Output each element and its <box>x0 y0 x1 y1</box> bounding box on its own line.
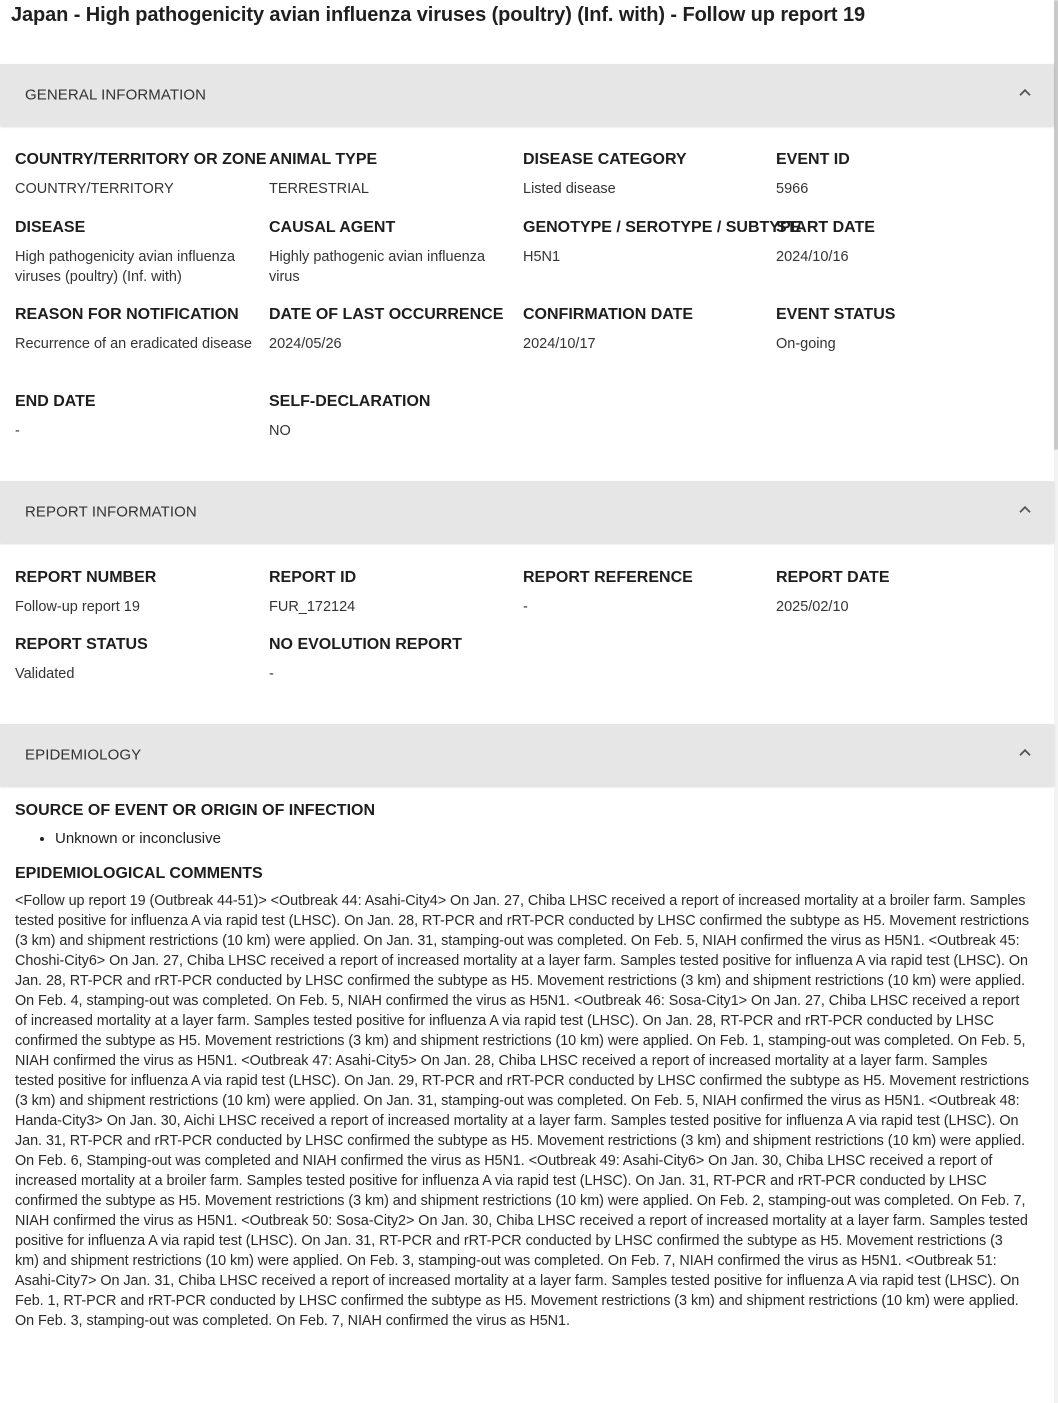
field-value: TERRESTRIAL <box>269 181 369 197</box>
field-confirmation-date <box>523 306 768 354</box>
field-value: Follow-up report 19 <box>15 599 140 615</box>
section-header-epidemiology[interactable] <box>0 724 1054 786</box>
field-value: - <box>523 599 528 615</box>
field-value: Listed disease <box>523 181 616 197</box>
field-country <box>15 151 267 199</box>
list-item: • Unknown or inconclusive <box>55 830 221 847</box>
field-start-date <box>776 219 1021 267</box>
field-value: High pathogenicity avian influenza viruses (poultry) (Inf. with) <box>15 249 236 285</box>
field-label: END DATE <box>15 393 96 410</box>
scrollbar-thumb[interactable] <box>1054 0 1058 450</box>
field-self-declaration <box>269 393 514 441</box>
field-value: - <box>269 666 274 682</box>
field-report-number <box>15 569 260 617</box>
field-value: 2025/02/10 <box>776 599 849 615</box>
field-value: COUNTRY/TERRITORY <box>15 181 174 197</box>
field-label: SELF-DECLARATION <box>269 393 431 410</box>
epidemiological-comments-title: EPIDEMIOLOGICAL COMMENTS <box>15 865 263 882</box>
field-label: DISEASE <box>15 219 86 236</box>
field-label: EVENT ID <box>776 151 850 168</box>
section-title: GENERAL INFORMATION <box>25 86 207 104</box>
field-label: COUNTRY/TERRITORY OR ZONE <box>15 151 267 168</box>
field-no-evolution-report <box>269 636 514 684</box>
chevron-up-icon[interactable] <box>1016 744 1034 762</box>
field-value: 2024/10/17 <box>523 336 596 352</box>
field-value: 2024/10/16 <box>776 249 849 265</box>
field-value: NO <box>269 423 291 439</box>
field-report-id <box>269 569 514 617</box>
field-label: DATE OF LAST OCCURRENCE <box>269 306 504 323</box>
field-report-reference <box>523 569 768 617</box>
chevron-up-icon[interactable] <box>1016 84 1034 102</box>
field-reason-for-notification <box>15 306 260 354</box>
section-title: EPIDEMIOLOGY <box>25 746 142 764</box>
field-value: FUR_172124 <box>269 599 356 615</box>
field-causal-agent <box>269 219 514 287</box>
field-label: DISEASE CATEGORY <box>523 151 687 168</box>
field-label: GENOTYPE / SEROTYPE / SUBTYPE <box>523 219 802 236</box>
field-label: REPORT ID <box>269 569 357 586</box>
field-label: START DATE <box>776 219 875 236</box>
field-label: EVENT STATUS <box>776 306 896 323</box>
field-disease-category <box>523 151 768 199</box>
field-report-date <box>776 569 1021 617</box>
field-animal-type <box>269 151 514 199</box>
field-label: NO EVOLUTION REPORT <box>269 636 462 653</box>
field-value: 2024/05/26 <box>269 336 342 352</box>
field-date-of-last-occurrence <box>269 306 514 354</box>
field-label: REPORT STATUS <box>15 636 148 653</box>
field-report-status <box>15 636 260 684</box>
field-event-id <box>776 151 1021 199</box>
field-label: REPORT REFERENCE <box>523 569 693 586</box>
field-label: CONFIRMATION DATE <box>523 306 694 323</box>
scrollbar[interactable] <box>1054 0 1058 1403</box>
field-value: Validated <box>15 666 75 682</box>
field-event-status <box>776 306 1021 354</box>
field-value: H5N1 <box>523 249 561 265</box>
field-value: - <box>15 423 20 439</box>
field-value: Highly pathogenic avian influenza virus <box>269 249 486 285</box>
section-title: REPORT INFORMATION <box>25 503 197 521</box>
field-value: 5966 <box>776 181 809 197</box>
field-end-date <box>15 393 260 441</box>
field-label: ANIMAL TYPE <box>269 151 378 168</box>
epidemiological-comments-text: <Follow up report 19 (Outbreak 44-51)> <Outbreak 44: Asahi-City4> On Jan. 27, Chiba LHSC received a report of increased mortality at a broiler farm. Samples tested positive for influenza A via rapid test (LHSC). On Jan. 28, RT-PCR and rRT-PCR conducted by LHSC confirmed the subtype as H5. Movement restrictions (3 km) and shipment restrictions (10 km) were applied. On Jan. 31, stamping-out was completed. On Feb. 5, NIAH confirmed the virus as H5N1. <Outbreak 45: Choshi-City6> On Jan. 27, Chiba LHSC received a report of increased mortality at a layer farm. Samples tested positive for influenza A via rapid test (LHSC). On Jan. 28, RT-PCR and rRT-PCR conducted by LHSC confirmed the subtype as H5. Movement restrictions (3 km) and shipment restrictions (10 km) were applied. On Feb. 4, stamping-out was completed. On Feb. 5, NIAH confirmed the virus as H5N1. <Outbreak 46: Sosa-City1> On Jan. 27, Chiba LHSC received a report of increased mortality at a layer farm. Samples tested positive for influenza A via rapid test (LHSC). On Jan. 28, RT-PCR and rRT-PCR conducted by LHSC confirmed the subtype as H5. Movement restrictions (3 km) and shipment restrictions (10 km) were applied. On Feb. 1, stamping-out was completed. On Feb. 5, NIAH confirmed the virus as H5N1. <Outbreak 47: Asahi-City5> On Jan. 28, Chiba LHSC received a report of increased mortality at a layer farm. Samples tested positive for influenza A via rapid test (LHSC). On Jan. 29, RT-PCR and rRT-PCR conducted by LHSC confirmed the subtype as H5. Movement restrictions (3 km) and shipment restrictions (10 km) were applied. On Jan. 31, stamping-out was completed. On Feb. 5, NIAH confirmed the virus as H5N1. <Outbreak 48: Handa-City3> On Jan. 30, Aichi LHSC received a report of increased mortality at a layer farm. Samples tested positive for influenza A via rapid test (LHSC). On Jan. 31, RT-PCR and rRT-PCR conducted by LHSC confirmed the subtype as H5. Movement restrictions (3 km) and shipment restrictions (10 km) were applied. On Feb. 6, Stamping-out was completed and NIAH confirmed the virus as H5N1. <Outbreak 49: Asahi-City6> On Jan. 30, Chiba LHSC received a report of increased mortality at a broiler farm. Samples tested positive for influenza A via rapid test (LHSC). On Jan. 31, RT-PCR and rRT-PCR conducted by LHSC confirmed the subtype as H5. Movement restrictions (3 km) and shipment restrictions (10 km) were applied. On Feb. 2, stamping-out was completed. On Feb. 7, NIAH confirmed the virus as H5N1. <Outbreak 50: Sosa-City2> On Jan. 30, Chiba LHSC received a report of increased mortality at a layer farm. Samples tested positive for influenza A via rapid test (LHSC). On Jan. 31, RT-PCR and rRT-PCR conducted by LHSC confirmed the subtype as H5. Movement restrictions (3 km) and shipment restrictions (10 km) were applied. On Feb. 3, stamping-out was completed. On Feb. 7, NIAH confirmed the virus as H5N1. <Outbreak 51: Asahi-City7> On Jan. 31, Chiba LHSC received a report of increased mortality at a layer farm. Samples tested positive for influenza A via rapid test (LHSC). On Feb. 1, RT-PCR and rRT-PCR conducted by LHSC confirmed the subtype as H5. Movement restrictions (3 km) and shipment restrictions (10 km) were applied. On Feb. 3, stamping-out was completed. On Feb. 7, NIAH confirmed the virus as H5N1. <box>15 893 1029 1329</box>
field-disease <box>15 219 260 287</box>
section-header-report-information[interactable] <box>0 481 1054 543</box>
section-header-general-information[interactable] <box>0 64 1054 126</box>
field-value: Recurrence of an eradicated disease <box>15 336 252 352</box>
chevron-up-icon[interactable] <box>1016 501 1034 519</box>
field-label: REASON FOR NOTIFICATION <box>15 306 239 323</box>
page-title: Japan - High pathogenicity avian influenza viruses (poultry) (Inf. with) - Follow up report 19 <box>11 4 865 26</box>
source-of-event-title: SOURCE OF EVENT OR ORIGIN OF INFECTION <box>15 802 376 819</box>
field-label: CAUSAL AGENT <box>269 219 396 236</box>
field-genotype <box>523 219 802 267</box>
source-list <box>15 830 221 847</box>
field-label: REPORT NUMBER <box>15 569 157 586</box>
field-label: REPORT DATE <box>776 569 890 586</box>
field-value: On-going <box>776 336 836 352</box>
